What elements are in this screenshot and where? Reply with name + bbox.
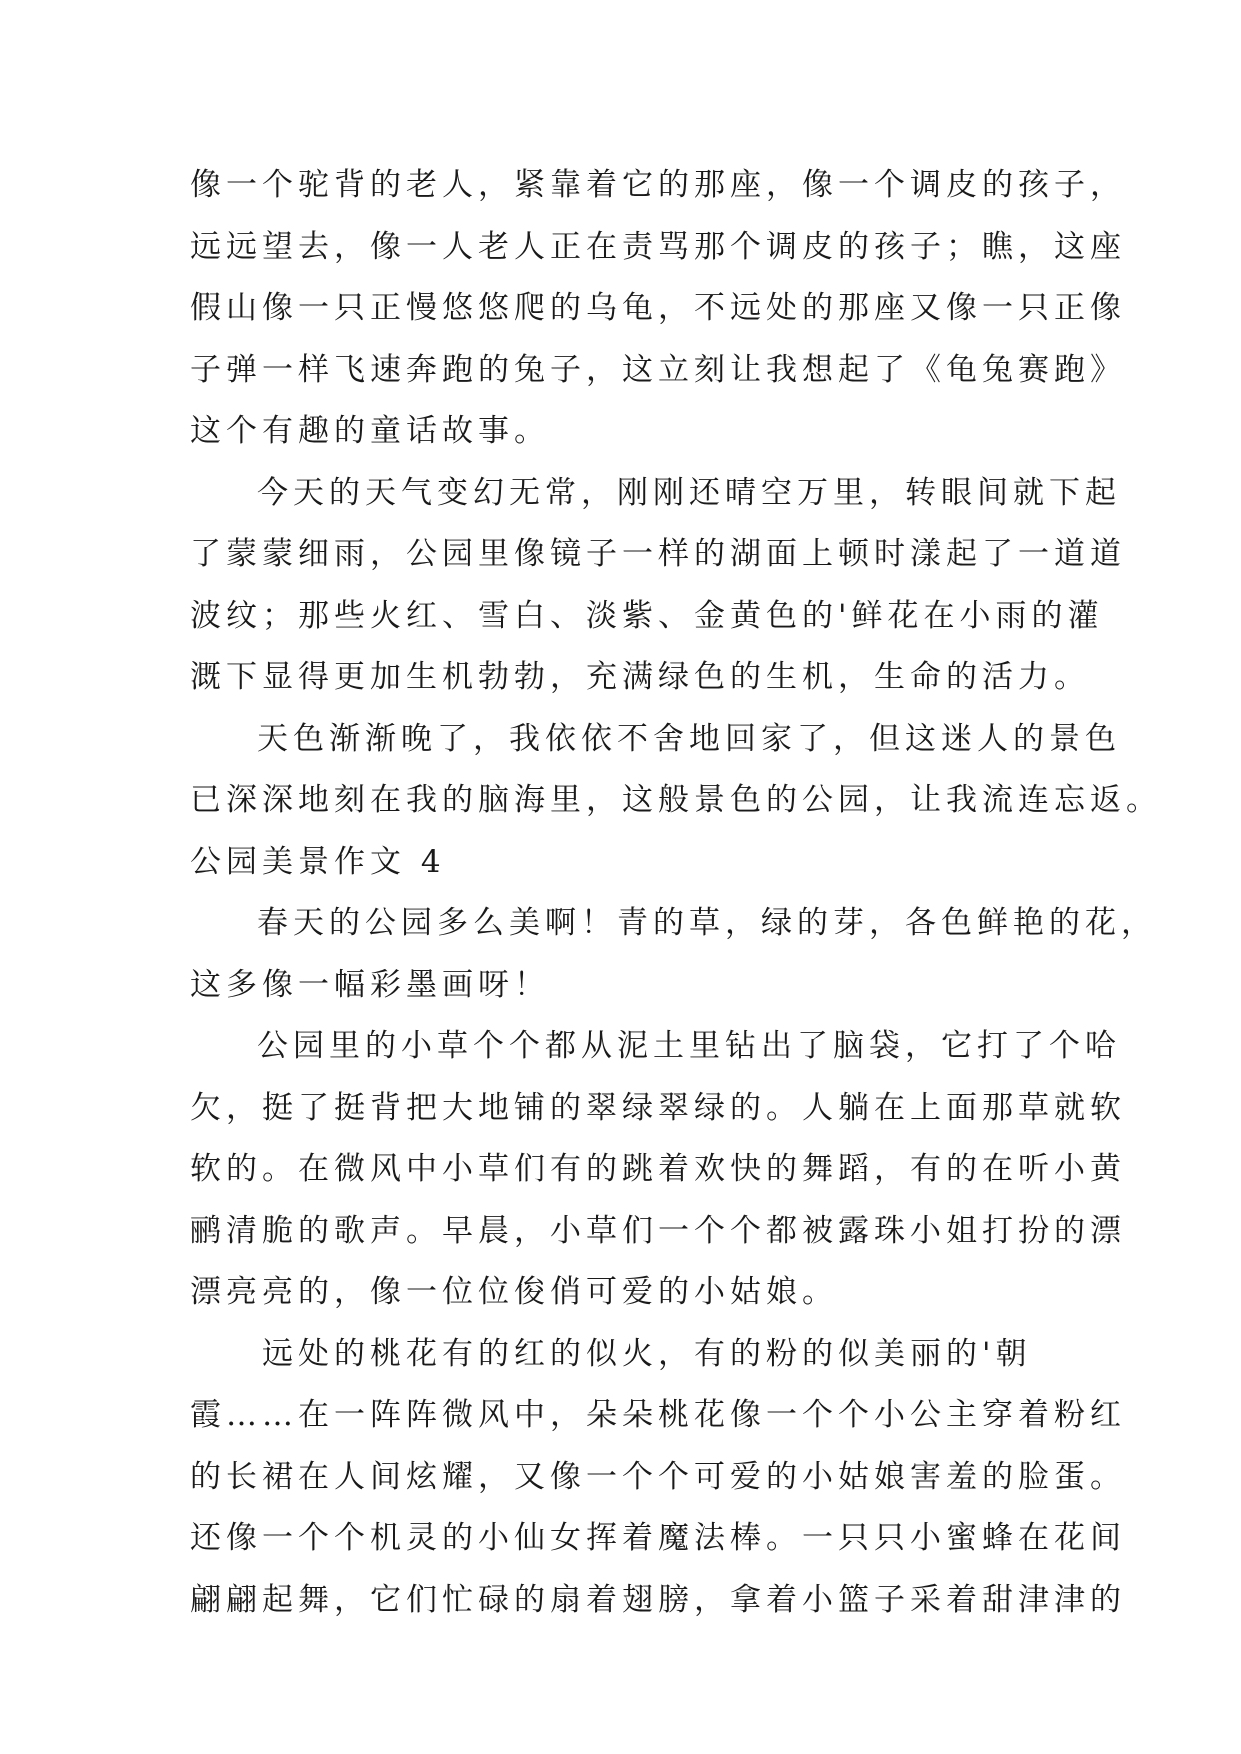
text-line: 漂亮亮的，像一位位俊俏可爱的小姑娘。	[190, 1274, 838, 1310]
paragraph-first-line: 公园里的小草个个都从泥土里钻出了脑袋，它打了个哈	[257, 1028, 1121, 1064]
paragraph-first-line: 天色渐渐晚了，我依依不舍地回家了，但这迷人的景色	[257, 720, 1121, 757]
text-line: 翩翩起舞，它们忙碌的扇着翅膀，拿着小篮子采着甜津津的	[190, 1581, 1126, 1618]
text-line: 这个有趣的童话故事。	[190, 413, 550, 449]
paragraph-first-line: 今天的天气变幻无常，刚刚还晴空万里，转眼间就下起	[257, 474, 1121, 511]
text-line: 已深深地刻在我的脑海里，这般景色的公园，让我流连忘返。	[190, 782, 1162, 818]
text-line: 远远望去，像一人老人正在责骂那个调皮的孩子；瞧，这座	[190, 228, 1126, 265]
paragraph-first-line: 春天的公园多么美啊！青的草，绿的芽，各色鲜艳的花，	[257, 905, 1157, 941]
text-line: 软的。在微风中小草们有的跳着欢快的舞蹈，有的在听小黄	[190, 1151, 1126, 1187]
text-line: 还像一个个机灵的小仙女挥着魔法棒。一只只小蜜蜂在花间	[190, 1520, 1126, 1556]
paragraph-first-line: 远处的桃花有的红的似火，有的粉的似美丽的'朝	[262, 1335, 1032, 1372]
text-line: 了蒙蒙细雨，公园里像镜子一样的湖面上顿时漾起了一道道	[190, 536, 1126, 572]
text-line: 欠，挺了挺背把大地铺的翠绿翠绿的。人躺在上面那草就软	[190, 1089, 1126, 1126]
text-line: 霞……在一阵阵微风中，朵朵桃花像一个个小公主穿着粉红	[190, 1397, 1126, 1433]
text-line: 波纹；那些火红、雪白、淡紫、金黄色的'鲜花在小雨的灌	[190, 597, 1104, 634]
document-body	[190, 155, 1162, 1631]
section-heading: 公园美景作文 4	[190, 843, 446, 880]
text-line: 溉下显得更加生机勃勃，充满绿色的生机，生命的活力。	[190, 659, 1090, 695]
text-line: 的长裙在人间炫耀，又像一个个可爱的小姑娘害羞的脸蛋。	[190, 1458, 1126, 1495]
text-line: 子弹一样飞速奔跑的兔子，这立刻让我想起了《龟兔赛跑》	[190, 351, 1126, 388]
text-line: 假山像一只正慢悠悠爬的乌龟，不远处的那座又像一只正像	[190, 290, 1126, 326]
text-line: 鹂清脆的歌声。早晨，小草们一个个都被露珠小姐打扮的漂	[190, 1212, 1126, 1249]
text-line: 这多像一幅彩墨画呀！	[190, 966, 550, 1003]
text-line: 像一个驼背的老人，紧靠着它的那座，像一个调皮的孩子，	[190, 167, 1126, 203]
